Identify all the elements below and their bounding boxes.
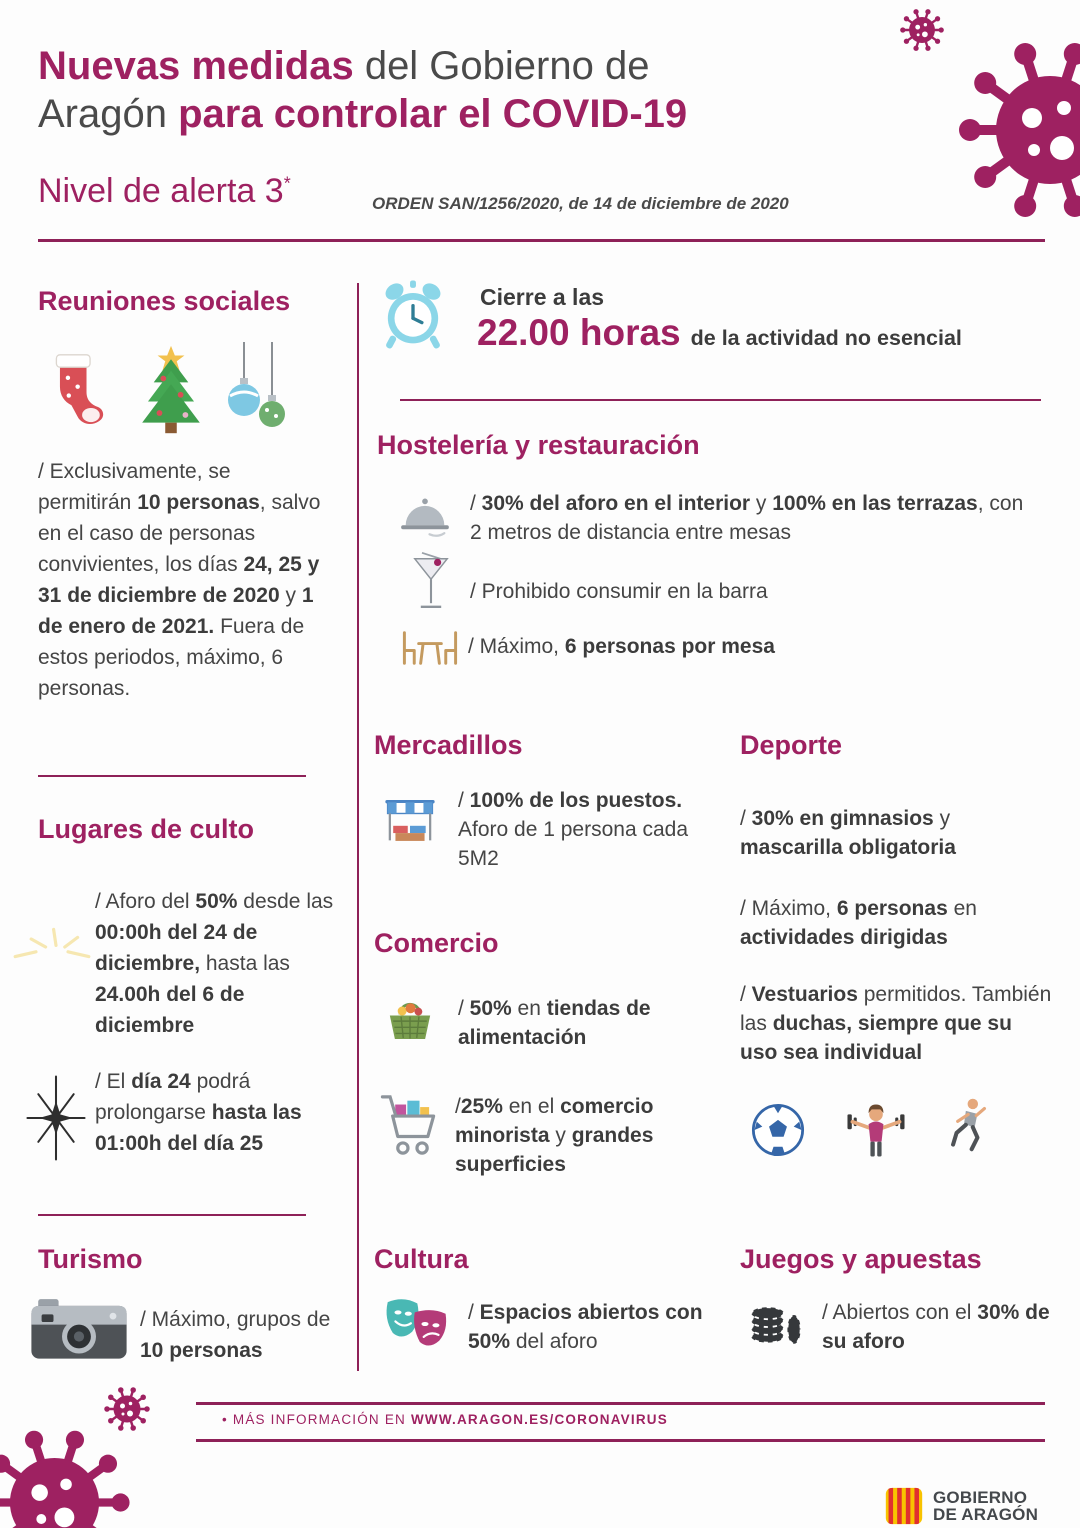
soccer-ball-icon [750,1102,806,1158]
cultura-title: Cultura [374,1244,469,1274]
footer-rule-top [196,1402,1045,1405]
lugares-culto-text-1: / Aforo del 50% desde las 00:00h del 24 de diciembre, hasta las 24.00h del 6 de diciembre [95,890,334,1037]
grocery-basket-icon [382,990,438,1050]
market-stall-icon [382,792,438,854]
footer-info-prefix: • MÁS INFORMACIÓN EN [222,1412,411,1427]
mercadillos-text: / 100% de los puestos. Aforo de 1 persona cada 5M2 [458,789,688,870]
christmas-stocking-icon [44,348,106,436]
alarm-clock-icon [376,278,450,354]
sun-icon [12,922,92,964]
closing-label: Cierre a las [480,284,605,310]
deporte-text-3: / Vestuarios permitidos. También las duchas, siempre que su uso sea individual [740,983,1052,1064]
cultura-text: / Espacios abiertos con 50% del aforo [468,1301,703,1353]
runner-icon [938,1092,996,1160]
poker-chips-icon [746,1290,806,1352]
hosteleria-text-1: / 30% del aforo en el interior y 100% en las terrazas, con 2 metros de distancia entre mesas [470,492,1024,544]
divider [38,775,306,777]
virus-icon [0,1420,137,1528]
logo-text-line1: GOBIERNO [933,1487,1028,1507]
turismo-text: / Máximo, grupos de 10 personas [140,1308,331,1362]
mercadillos-title: Mercadillos [374,730,523,760]
star-icon [22,1072,90,1164]
deporte-title: Deporte [740,730,843,760]
christmas-tree-icon [130,342,212,438]
reuniones-sociales-title: Reuniones sociales [38,286,291,316]
comercio-text-1: / 50% en tiendas de alimentación [458,997,651,1049]
virus-icon [898,6,946,54]
closing-suffix: de la actividad no esencial [690,326,962,350]
table-chairs-icon [398,627,462,669]
page-title-line1: Nuevas medidas del Gobierno de [38,44,650,88]
camera-icon [28,1294,130,1362]
hosteleria-title: Hostelería y restauración [377,430,700,460]
divider [38,1214,306,1216]
lugares-culto-title: Lugares de culto [38,814,255,844]
comercio-text-2: /25% en el comercio minorista y grandes superficies [455,1095,654,1176]
comercio-title: Comercio [374,928,499,958]
closing-time-row [477,312,962,354]
cocktail-icon [410,542,452,620]
juegos-title: Juegos y apuestas [740,1244,982,1274]
alert-level: Nivel de alerta 3* [38,172,291,210]
juegos-text: / Abiertos con el 30% de su aforo [822,1301,1050,1353]
virus-icon [950,30,1080,230]
aragon-coat-icon [884,1486,924,1526]
header-rule [38,239,1045,242]
footer-rule-bottom [196,1439,1045,1442]
order-reference: ORDEN SAN/1256/2020, de 14 de diciembre de 2020 [372,194,789,213]
deporte-text-1: / 30% en gimnasios y mascarilla obligatoria [740,807,956,859]
page-title-line2: Aragón para controlar el COVID-19 [38,92,688,136]
vertical-divider [357,283,359,1371]
lugares-culto-text-2: / El día 24 podrá prolongarse hasta las 01:00h del día 25 [95,1070,302,1155]
closing-time: 22.00 horas [477,312,681,353]
turismo-title: Turismo [38,1244,143,1274]
deporte-text-2: / Máximo, 6 personas en actividades dirigidas [740,897,977,949]
logo-text-line2: DE ARAGÓN [933,1505,1039,1524]
gobierno-aragon-logo [884,1486,1038,1526]
shopping-cart-icon [376,1086,440,1164]
theater-masks-icon [380,1292,452,1356]
alert-asterisk: * [283,173,291,194]
weightlifter-icon [845,1096,907,1160]
hosteleria-text-2: / Prohibido consumir en la barra [470,580,768,603]
serving-dish-icon [396,490,454,540]
footer-info [222,1412,668,1427]
reuniones-sociales-text: / Exclusivamente, se permitirán 10 personas, salvo en el caso de personas convivientes, los días 24, 25 y 31 de diciembre de 2020 y 1 de enero de 2021. Fuera de estos periodos, máximo, 6 personas. [38,460,321,700]
hosteleria-text-3: / Máximo, 6 personas por mesa [468,635,775,658]
divider [400,399,1041,401]
footer-info-url[interactable]: WWW.ARAGON.ES/CORONAVIRUS [410,1412,668,1427]
ornaments-icon [222,342,292,437]
